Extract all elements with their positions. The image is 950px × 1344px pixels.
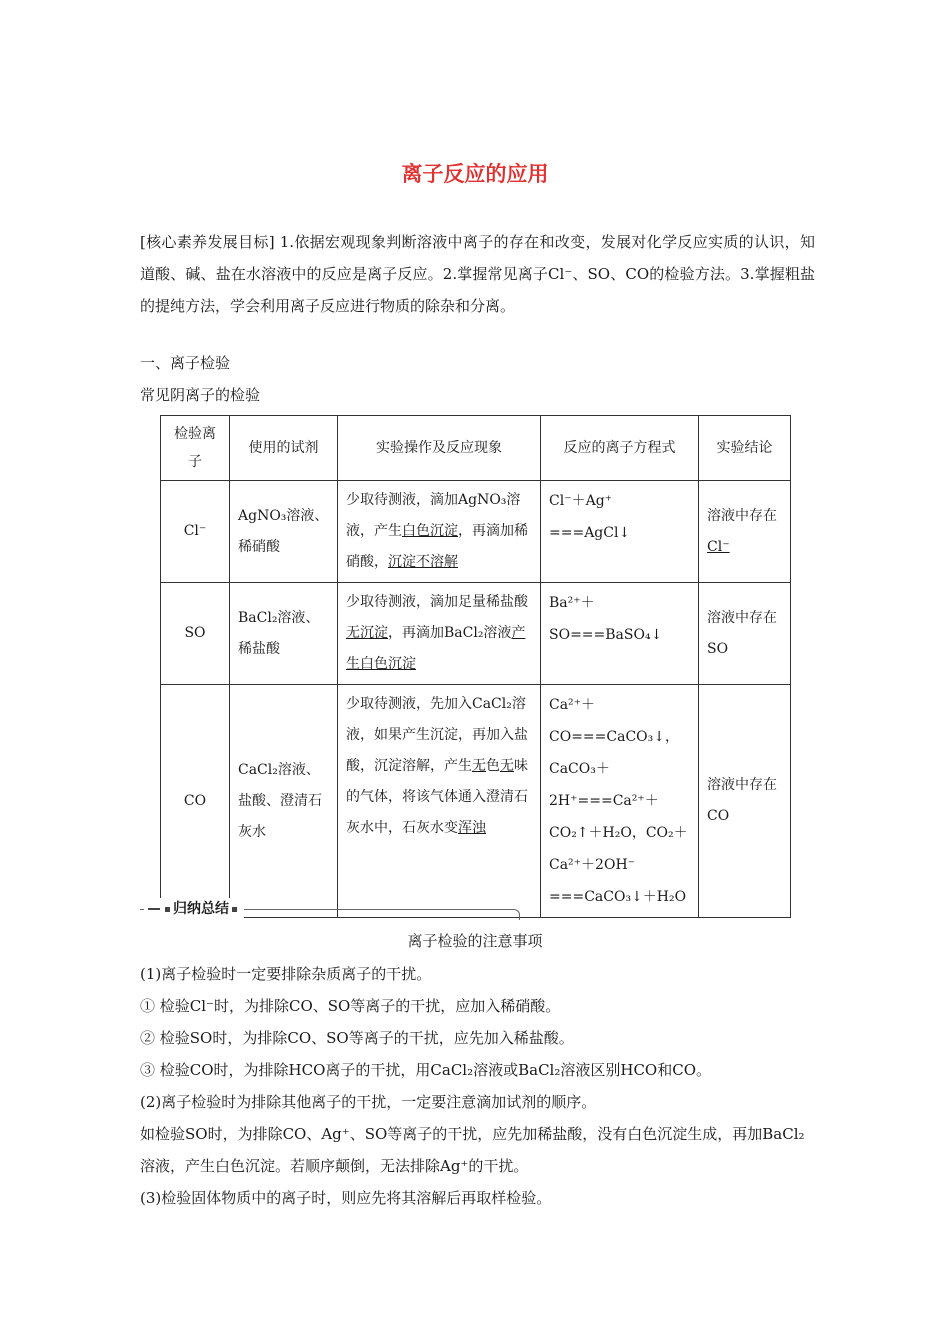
section-heading: 一、离子检验 xyxy=(140,354,231,372)
equation-cell: Ba²⁺＋ SO===BaSO₄↓ xyxy=(541,583,699,685)
table-row xyxy=(161,583,791,685)
operation-cell: 少取待测液，先加入CaCl₂溶液，如果产生沉淀，再加入盐酸，沉淀溶解，产生无色无味的气体，将该气体通入澄清石灰水中，石灰水变浑浊 xyxy=(338,685,541,918)
summary-title: 离子检验的注意事项 xyxy=(407,932,543,950)
ion-test-table xyxy=(160,415,791,918)
note-item: (2)离子检验时为排除其他离子的干扰，一定要注意滴加试剂的顺序。 xyxy=(140,1093,597,1111)
reagent-cell: AgNO₃溶液、稀硝酸 xyxy=(230,481,338,583)
operation-cell: 少取待测液，滴加足量稀盐酸无沉淀，再滴加BaCl₂溶液产生白色沉淀 xyxy=(338,583,541,685)
table-header: 实验操作及反应现象 xyxy=(338,416,541,481)
page-title: 离子反应的应用 xyxy=(401,162,549,186)
table-row xyxy=(161,685,791,918)
table-header: 实验结论 xyxy=(699,416,791,481)
note-item: 如检验SO时，为排除CO、Ag⁺、SO等离子的干扰，应先加稀盐酸，没有白色沉淀生成，再加BaCl₂溶液，产生白色沉淀。若顺序颠倒，无法排除Ag⁺的干扰。 xyxy=(140,1125,805,1175)
note-item: (1)离子检验时一定要排除杂质离子的干扰。 xyxy=(140,965,432,983)
conclusion-cell: 溶液中存在CO xyxy=(699,685,791,918)
notes-list xyxy=(140,958,815,1214)
operation-cell: 少取待测液，滴加AgNO₃溶液，产生白色沉淀，再滴加稀硝酸，沉淀不溶解 xyxy=(338,481,541,583)
note-item: (3)检验固体物质中的离子时，则应先将其溶解后再取样检验。 xyxy=(140,1189,552,1207)
reagent-cell: CaCl₂溶液、盐酸、澄清石灰水 xyxy=(230,685,338,918)
intro-text: 1.依据宏观现象判断溶液中离子的存在和改变，发展对化学反应实质的认识，知道酸、碱、盐在水溶液中的反应是离子反应。2.掌握常见离子Cl⁻、SO、CO的检验方法。3.掌握粗盐的提纯方法，学会利用离子反应进行物质的除杂和分离。 xyxy=(140,233,815,315)
table-row xyxy=(161,481,791,583)
intro-label: [核心素养发展目标] xyxy=(140,233,275,251)
ion-cell: Cl⁻ xyxy=(161,481,230,583)
sub-heading: 常见阴离子的检验 xyxy=(140,386,261,404)
square-icon xyxy=(165,907,170,912)
note-item: ③ 检验CO时，为排除HCO离子的干扰，用CaCl₂溶液或BaCl₂溶液区别HCO和CO。 xyxy=(140,1061,711,1079)
summary-tag xyxy=(140,898,520,920)
square-icon xyxy=(232,907,237,912)
note-item: ② 检验SO时，为排除CO、SO等离子的干扰，应先加入稀盐酸。 xyxy=(140,1029,574,1047)
equation-cell: Ca²⁺＋ CO===CaCO₃↓，CaCO₃＋2H⁺===Ca²⁺＋ CO₂↑＋H₂O，CO₂＋ Ca²⁺＋2OH⁻ ===CaCO₃↓＋H₂O xyxy=(541,685,699,918)
equation-cell: Cl⁻＋Ag⁺ ===AgCl↓ xyxy=(541,481,699,583)
table-header: 反应的离子方程式 xyxy=(541,416,699,481)
note-item: ① 检验Cl⁻时，为排除CO、SO等离子的干扰，应加入稀硝酸。 xyxy=(140,997,561,1015)
summary-tag-box xyxy=(144,898,244,920)
conclusion-cell: 溶液中存在SO xyxy=(699,583,791,685)
ion-cell: SO xyxy=(161,583,230,685)
table-header: 检验离子 xyxy=(161,416,230,481)
conclusion-cell: 溶液中存在Cl⁻ xyxy=(699,481,791,583)
table-header: 使用的试剂 xyxy=(230,416,338,481)
ion-cell: CO xyxy=(161,685,230,918)
summary-tag-label: 归纳总结 xyxy=(173,901,229,917)
table-header-row xyxy=(161,416,791,481)
reagent-cell: BaCl₂溶液、稀盐酸 xyxy=(230,583,338,685)
intro-paragraph xyxy=(140,226,815,322)
dash-icon xyxy=(148,908,160,910)
